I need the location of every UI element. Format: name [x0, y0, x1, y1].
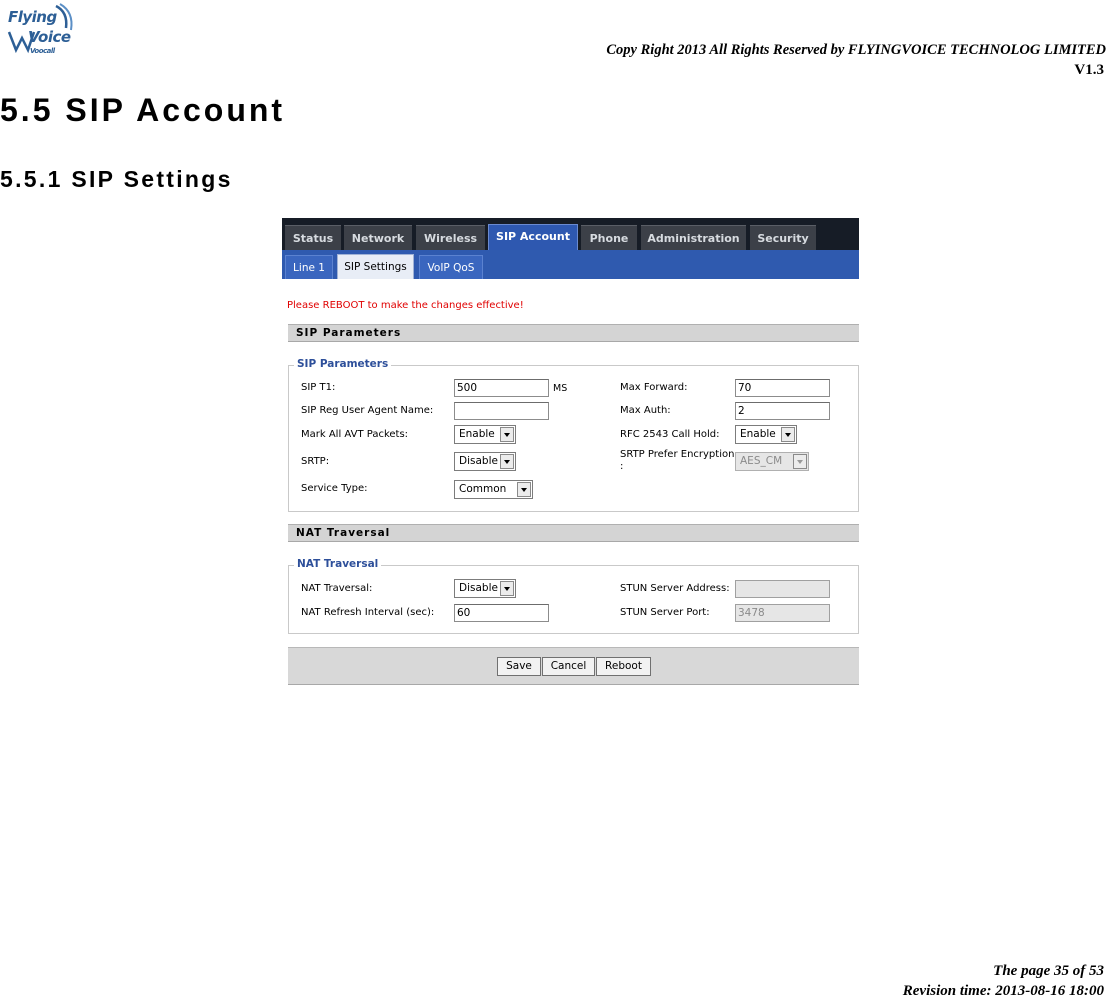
nat-traversal-bar: NAT Traversal: [288, 524, 859, 542]
nat-refresh-input[interactable]: 60: [454, 604, 549, 622]
subtab-sip-settings[interactable]: SIP Settings: [337, 254, 414, 279]
subtab-line-1[interactable]: Line 1: [285, 255, 333, 279]
sip-parameters-legend: SIP Parameters: [294, 358, 391, 370]
rfc-2543-label: RFC 2543 Call Hold:: [620, 429, 720, 440]
max-forward-input[interactable]: 70: [735, 379, 830, 397]
rfc-2543-value: Enable: [740, 428, 776, 440]
sip-t1-input[interactable]: 500: [454, 379, 549, 397]
dropdown-arrow-icon: [793, 454, 807, 469]
service-type-value: Common: [459, 483, 507, 495]
stun-address-label: STUN Server Address:: [620, 583, 730, 594]
srtp-encryption-value: AES_CM: [740, 455, 783, 467]
tab-status[interactable]: Status: [285, 225, 341, 250]
page-number: The page 35 of 53: [993, 963, 1104, 979]
srtp-encryption-select: [735, 452, 809, 471]
subsection-heading: 5.5.1 SIP Settings: [0, 166, 233, 192]
user-agent-input[interactable]: [454, 402, 549, 420]
nat-traversal-legend: NAT Traversal: [294, 558, 381, 570]
dropdown-arrow-icon: [500, 581, 514, 596]
reboot-button[interactable]: Reboot: [596, 657, 651, 676]
router-settings-screenshot: [282, 218, 859, 688]
stun-port-input: 3478: [735, 604, 830, 622]
logo-text-voice: Voice: [28, 28, 71, 46]
tab-network[interactable]: Network: [344, 225, 412, 250]
tab-sip-account[interactable]: SIP Account: [488, 224, 578, 251]
dropdown-arrow-icon: [781, 427, 795, 442]
cancel-button[interactable]: Cancel: [542, 657, 595, 676]
stun-port-label: STUN Server Port:: [620, 607, 710, 618]
subtab-voip-qos[interactable]: VoIP QoS: [419, 255, 483, 279]
nat-traversal-fieldset: [288, 558, 859, 634]
reboot-warning: Please REBOOT to make the changes effective!: [287, 300, 524, 311]
tab-wireless[interactable]: Wireless: [416, 225, 485, 250]
logo-text-flying: Flying: [8, 8, 57, 26]
mark-avt-value: Enable: [459, 428, 495, 440]
service-type-select[interactable]: [454, 480, 533, 499]
flyingvoice-logo: [6, 2, 76, 60]
max-forward-label: Max Forward:: [620, 382, 688, 393]
max-auth-label: Max Auth:: [620, 405, 671, 416]
tab-administration[interactable]: Administration: [641, 225, 746, 250]
sip-parameters-bar: SIP Parameters: [288, 324, 859, 342]
user-agent-label: SIP Reg User Agent Name:: [301, 405, 434, 416]
save-button[interactable]: Save: [497, 657, 541, 676]
tab-security[interactable]: Security: [750, 225, 816, 250]
tab-phone[interactable]: Phone: [581, 225, 637, 250]
dropdown-arrow-icon: [500, 427, 514, 442]
rfc-2543-select[interactable]: [735, 425, 797, 444]
nat-traversal-label: NAT Traversal:: [301, 583, 373, 594]
revision-time: Revision time: 2013-08-16 18:00: [902, 983, 1104, 999]
srtp-select[interactable]: [454, 452, 516, 471]
mark-avt-label: Mark All AVT Packets:: [301, 429, 409, 440]
nat-refresh-label: NAT Refresh Interval (sec):: [301, 607, 435, 618]
nat-traversal-value: Disable: [459, 582, 498, 594]
action-button-bar: [288, 647, 859, 685]
sip-t1-label: SIP T1:: [301, 382, 336, 393]
max-auth-input[interactable]: 2: [735, 402, 830, 420]
srtp-label: SRTP:: [301, 456, 330, 467]
version-text: V1.3: [1074, 62, 1104, 78]
dropdown-arrow-icon: [500, 454, 514, 469]
section-heading: 5.5 SIP Account: [0, 92, 286, 128]
dropdown-arrow-icon: [517, 482, 531, 497]
sip-parameters-fieldset: [288, 358, 859, 512]
sip-t1-unit: MS: [553, 383, 568, 394]
stun-address-input: [735, 580, 830, 598]
main-nav: [282, 218, 859, 250]
sub-nav: [282, 250, 859, 279]
mark-avt-select[interactable]: [454, 425, 516, 444]
copyright-text: Copy Right 2013 All Rights Reserved by FLYINGVOICE TECHNOLOG LIMITED: [606, 42, 1106, 58]
service-type-label: Service Type:: [301, 483, 368, 494]
srtp-encryption-label: SRTP Prefer Encryption :: [620, 449, 735, 472]
nat-traversal-select[interactable]: [454, 579, 516, 598]
srtp-value: Disable: [459, 455, 498, 467]
logo-text-tagline: Voocall: [30, 47, 55, 55]
